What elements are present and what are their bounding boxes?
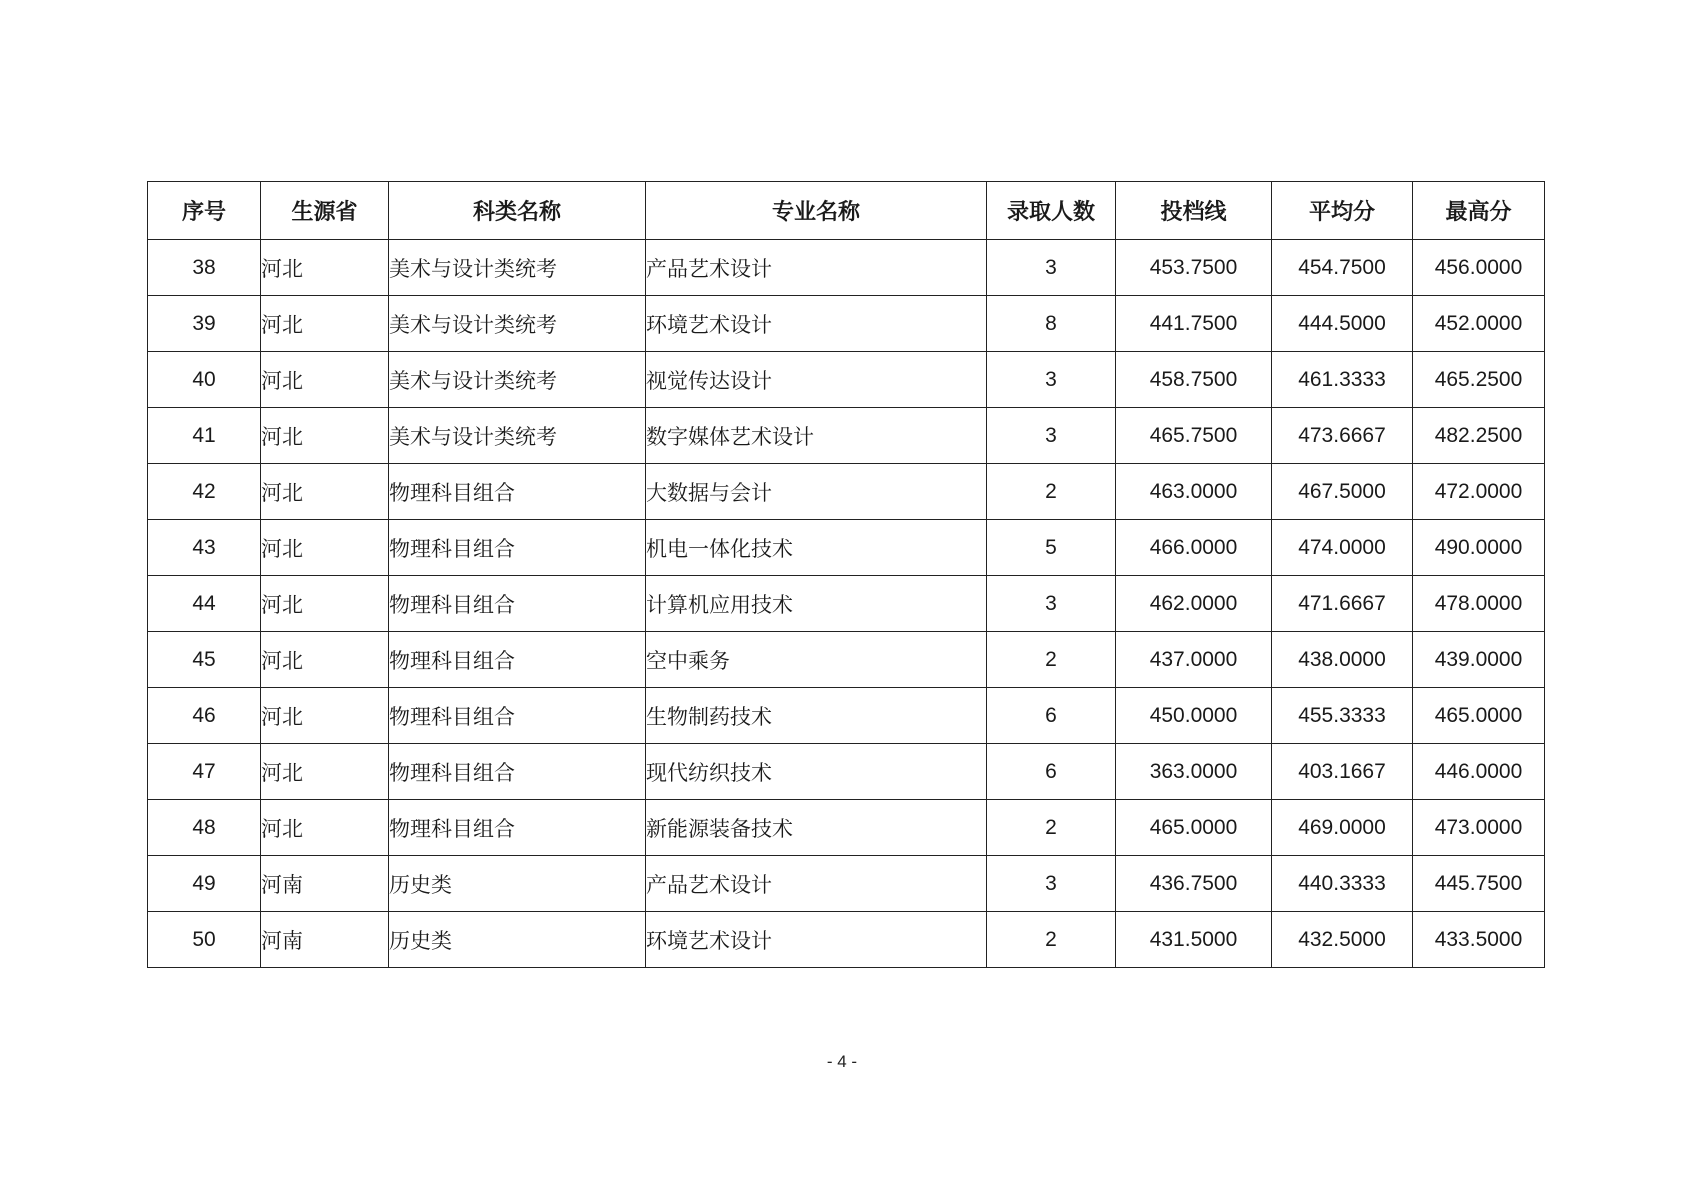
- cell-source-province: 河北: [261, 632, 389, 688]
- cell-highest-score: 490.0000: [1413, 520, 1545, 576]
- cell-cutoff-score: 458.7500: [1116, 352, 1272, 408]
- cell-source-province: 河北: [261, 688, 389, 744]
- cell-cutoff-score: 437.0000: [1116, 632, 1272, 688]
- table-row: [148, 464, 1545, 520]
- cell-subject-category: 物理科目组合: [389, 464, 646, 520]
- table-row: [148, 912, 1545, 968]
- cell-source-province: 河北: [261, 296, 389, 352]
- cell-cutoff-score: 462.0000: [1116, 576, 1272, 632]
- cell-highest-score: 439.0000: [1413, 632, 1545, 688]
- cell-serial-number: 48: [148, 800, 261, 856]
- cell-average-score: 467.5000: [1272, 464, 1413, 520]
- cell-major-name: 环境艺术设计: [646, 912, 987, 968]
- cell-subject-category: 美术与设计类统考: [389, 240, 646, 296]
- cell-serial-number: 42: [148, 464, 261, 520]
- cell-subject-category: 物理科目组合: [389, 800, 646, 856]
- cell-highest-score: 465.0000: [1413, 688, 1545, 744]
- cell-highest-score: 473.0000: [1413, 800, 1545, 856]
- cell-cutoff-score: 465.0000: [1116, 800, 1272, 856]
- cell-serial-number: 43: [148, 520, 261, 576]
- cell-source-province: 河北: [261, 744, 389, 800]
- table-row: [148, 240, 1545, 296]
- cell-major-name: 空中乘务: [646, 632, 987, 688]
- cell-major-name: 生物制药技术: [646, 688, 987, 744]
- header-highest-score: 最高分: [1413, 182, 1545, 240]
- cell-admitted-count: 3: [987, 240, 1116, 296]
- cell-average-score: 444.5000: [1272, 296, 1413, 352]
- header-source-province: 生源省: [261, 182, 389, 240]
- cell-subject-category: 美术与设计类统考: [389, 296, 646, 352]
- cell-source-province: 河南: [261, 856, 389, 912]
- cell-highest-score: 465.2500: [1413, 352, 1545, 408]
- cell-highest-score: 433.5000: [1413, 912, 1545, 968]
- cell-cutoff-score: 453.7500: [1116, 240, 1272, 296]
- cell-subject-category: 美术与设计类统考: [389, 352, 646, 408]
- table-row: [148, 744, 1545, 800]
- cell-admitted-count: 6: [987, 688, 1116, 744]
- cell-major-name: 计算机应用技术: [646, 576, 987, 632]
- cell-average-score: 469.0000: [1272, 800, 1413, 856]
- cell-major-name: 现代纺织技术: [646, 744, 987, 800]
- cell-source-province: 河北: [261, 352, 389, 408]
- cell-cutoff-score: 363.0000: [1116, 744, 1272, 800]
- cell-subject-category: 物理科目组合: [389, 576, 646, 632]
- cell-major-name: 大数据与会计: [646, 464, 987, 520]
- cell-average-score: 432.5000: [1272, 912, 1413, 968]
- table-header-row: [148, 182, 1545, 240]
- cell-subject-category: 物理科目组合: [389, 632, 646, 688]
- cell-major-name: 新能源装备技术: [646, 800, 987, 856]
- cell-source-province: 河南: [261, 912, 389, 968]
- cell-major-name: 产品艺术设计: [646, 856, 987, 912]
- table-body: [148, 240, 1545, 968]
- cell-serial-number: 45: [148, 632, 261, 688]
- cell-admitted-count: 2: [987, 632, 1116, 688]
- header-admitted-count: 录取人数: [987, 182, 1116, 240]
- cell-major-name: 机电一体化技术: [646, 520, 987, 576]
- cell-serial-number: 44: [148, 576, 261, 632]
- admissions-table: [147, 181, 1545, 968]
- table-row: [148, 408, 1545, 464]
- cell-serial-number: 47: [148, 744, 261, 800]
- cell-admitted-count: 5: [987, 520, 1116, 576]
- table-row: [148, 632, 1545, 688]
- cell-average-score: 471.6667: [1272, 576, 1413, 632]
- cell-subject-category: 物理科目组合: [389, 520, 646, 576]
- cell-admitted-count: 2: [987, 912, 1116, 968]
- table-row: [148, 520, 1545, 576]
- cell-average-score: 440.3333: [1272, 856, 1413, 912]
- cell-cutoff-score: 463.0000: [1116, 464, 1272, 520]
- cell-average-score: 455.3333: [1272, 688, 1413, 744]
- cell-serial-number: 38: [148, 240, 261, 296]
- cell-highest-score: 446.0000: [1413, 744, 1545, 800]
- table-row: [148, 856, 1545, 912]
- cell-highest-score: 445.7500: [1413, 856, 1545, 912]
- cell-admitted-count: 6: [987, 744, 1116, 800]
- cell-serial-number: 50: [148, 912, 261, 968]
- cell-highest-score: 478.0000: [1413, 576, 1545, 632]
- header-subject-category: 科类名称: [389, 182, 646, 240]
- cell-highest-score: 472.0000: [1413, 464, 1545, 520]
- cell-subject-category: 历史类: [389, 856, 646, 912]
- cell-major-name: 数字媒体艺术设计: [646, 408, 987, 464]
- cell-admitted-count: 2: [987, 800, 1116, 856]
- cell-highest-score: 456.0000: [1413, 240, 1545, 296]
- cell-source-province: 河北: [261, 576, 389, 632]
- page-number: - 4 -: [826, 1052, 858, 1071]
- cell-admitted-count: 3: [987, 408, 1116, 464]
- cell-subject-category: 历史类: [389, 912, 646, 968]
- cell-admitted-count: 3: [987, 856, 1116, 912]
- table-row: [148, 800, 1545, 856]
- cell-highest-score: 452.0000: [1413, 296, 1545, 352]
- cell-average-score: 403.1667: [1272, 744, 1413, 800]
- cell-admitted-count: 2: [987, 464, 1116, 520]
- cell-cutoff-score: 465.7500: [1116, 408, 1272, 464]
- cell-average-score: 473.6667: [1272, 408, 1413, 464]
- table-row: [148, 576, 1545, 632]
- cell-serial-number: 49: [148, 856, 261, 912]
- cell-major-name: 视觉传达设计: [646, 352, 987, 408]
- cell-average-score: 454.7500: [1272, 240, 1413, 296]
- cell-subject-category: 物理科目组合: [389, 744, 646, 800]
- cell-cutoff-score: 431.5000: [1116, 912, 1272, 968]
- table-row: [148, 688, 1545, 744]
- cell-source-province: 河北: [261, 520, 389, 576]
- cell-cutoff-score: 466.0000: [1116, 520, 1272, 576]
- cell-source-province: 河北: [261, 464, 389, 520]
- cell-cutoff-score: 436.7500: [1116, 856, 1272, 912]
- cell-average-score: 438.0000: [1272, 632, 1413, 688]
- cell-serial-number: 39: [148, 296, 261, 352]
- cell-major-name: 产品艺术设计: [646, 240, 987, 296]
- cell-source-province: 河北: [261, 240, 389, 296]
- cell-subject-category: 物理科目组合: [389, 688, 646, 744]
- cell-serial-number: 40: [148, 352, 261, 408]
- table-row: [148, 352, 1545, 408]
- cell-subject-category: 美术与设计类统考: [389, 408, 646, 464]
- header-average-score: 平均分: [1272, 182, 1413, 240]
- cell-admitted-count: 3: [987, 576, 1116, 632]
- cell-highest-score: 482.2500: [1413, 408, 1545, 464]
- cell-cutoff-score: 441.7500: [1116, 296, 1272, 352]
- cell-serial-number: 46: [148, 688, 261, 744]
- cell-average-score: 461.3333: [1272, 352, 1413, 408]
- cell-source-province: 河北: [261, 408, 389, 464]
- cell-serial-number: 41: [148, 408, 261, 464]
- header-major-name: 专业名称: [646, 182, 987, 240]
- cell-major-name: 环境艺术设计: [646, 296, 987, 352]
- header-cutoff-score: 投档线: [1116, 182, 1272, 240]
- cell-admitted-count: 3: [987, 352, 1116, 408]
- cell-source-province: 河北: [261, 800, 389, 856]
- cell-admitted-count: 8: [987, 296, 1116, 352]
- table-row: [148, 296, 1545, 352]
- header-serial-number: 序号: [148, 182, 261, 240]
- cell-cutoff-score: 450.0000: [1116, 688, 1272, 744]
- cell-average-score: 474.0000: [1272, 520, 1413, 576]
